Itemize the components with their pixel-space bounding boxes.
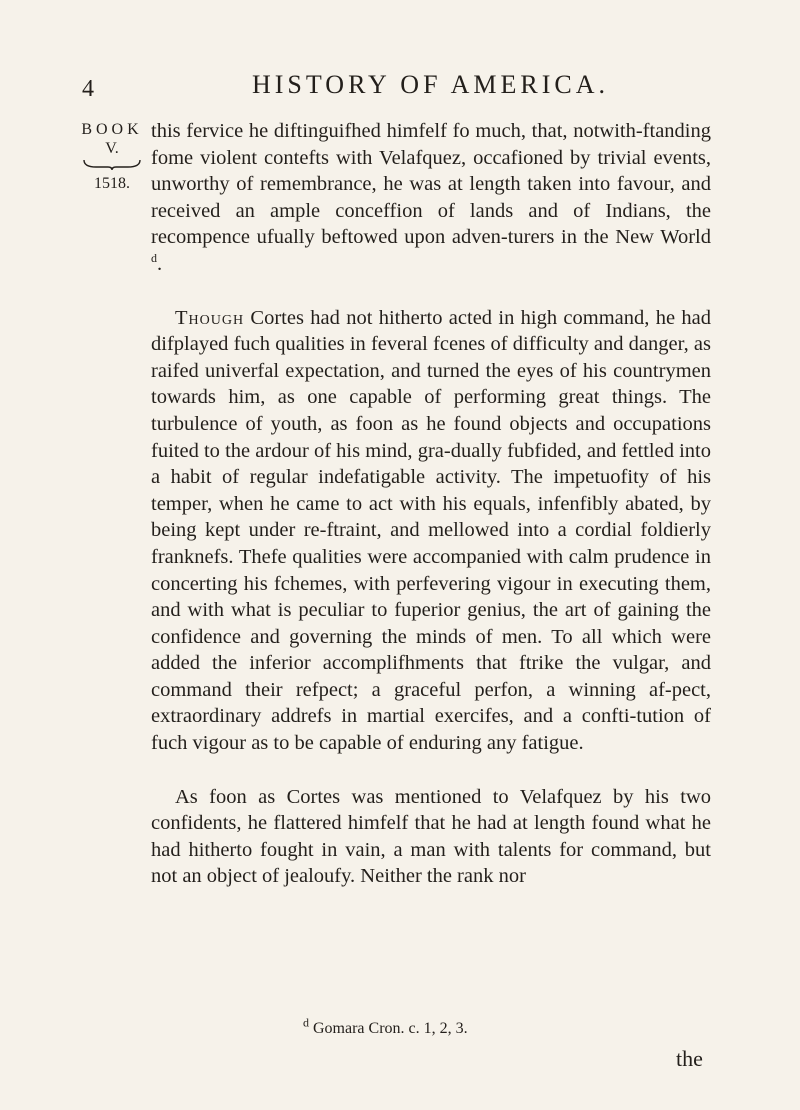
catchword: the [676, 1046, 703, 1071]
body-text [151, 118, 711, 890]
paragraph-3-text: As foon as Cortes was mentioned to Velafquez by his two confidents, he flattered himfelf that he had at length found what he had hitherto fought in vain, a man with talents for command, but not an object of jealoufy. Neither the rank nor [151, 785, 711, 888]
paragraph-2 [151, 305, 711, 757]
margin-year: 1518. [94, 175, 130, 193]
paragraph-2-lead: Though [175, 306, 245, 329]
footnote-text: Gomara Cron. c. 1, 2, 3. [313, 1020, 468, 1037]
margin-book-label: BOOK [81, 121, 143, 138]
footnote-mark: d [303, 1015, 309, 1030]
paragraph-1-text: this fervice he diftinguifhed himfelf fo much, that, notwith-ftanding fome violent contefts with Velafquez, occafioned by trivial events, unworthy of remembrance, he was at length taken into favour, and received an ample conceffion of lands and of Indians, the recompence ufually beftowed upon adven-turers in the New World [151, 120, 711, 249]
margin-note [80, 120, 144, 194]
paragraph-1-end: . [157, 252, 163, 275]
paragraph-2-text: Cortes had not hitherto acted in high command, he had difplayed fuch qualities in feveral fcenes of difficulty and danger, as raifed univerfal expectation, and turned the eyes of his countrymen towards him, as one capable of performing great things. The turbulence of youth, as foon as he found objects and occupations fuited to the ardour of his mind, gra-dually fubfided, and fettled into a habit of regular indefatigable activity. The impetuofity of his temper, when he came to act with his equals, infenfibly abated, by being kept under re-ftraint, and mellowed into a cordial foldierly franknefs. Thefe qualities were accompanied with calm prudence in concerting his fchemes, with perfevering vigour in executing them, and with what is peculiar to fuperior genius, the art of gaining the confidence and governing the minds of men. To all which were added the inferior accomplifhments that ftrike the vulgar, and command their refpect; a graceful perfon, a winning af-pect, extraordinary addrefs in martial exercifes, and a confti-tution of fuch vigour as to be capable of enduring any fatigue. [151, 306, 711, 755]
running-head: HISTORY OF AMERICA. [252, 70, 609, 99]
paragraph-1 [151, 118, 711, 278]
footnote-ref: d [151, 251, 157, 266]
margin-volume-label: V. [105, 140, 119, 158]
paragraph-3 [151, 784, 711, 890]
brace-icon [82, 158, 142, 170]
page-number: 4 [82, 76, 94, 102]
footnote [303, 1015, 468, 1038]
